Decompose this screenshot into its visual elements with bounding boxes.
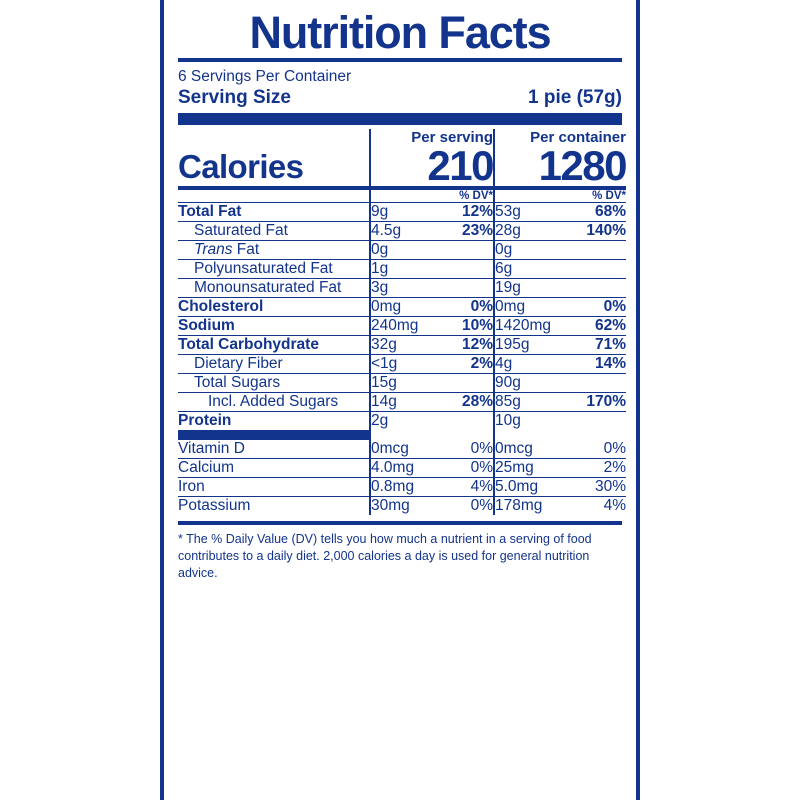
nutrient-serving: 0mg [370,297,432,316]
nutrient-serving-dv [432,373,494,392]
nutrient-serving: 15g [370,373,432,392]
servings-per-container: 6 Servings Per Container [178,68,352,85]
nutrient-name: Vitamin D [178,439,245,457]
nutrient-container: 195g [494,335,560,354]
calories-row [178,146,626,188]
nutrient-container-dv [560,373,626,392]
nutrient-container-dv: 0% [560,297,626,316]
nutrient-serving-dv: 0% [432,297,494,316]
table-row [178,259,626,278]
nutrient-container-dv: 14% [560,354,626,373]
table-row [178,496,626,515]
nutrient-container-dv: 68% [560,202,626,221]
nutrient-serving-dv: 0% [432,496,494,515]
table-row [178,411,626,430]
nutrient-serving-dv [432,278,494,297]
nutrient-name: Incl. Added Sugars [178,392,370,411]
nutrient-serving-dv: 28% [432,392,494,411]
nutrient-name: Total Carbohydrate [178,335,370,354]
table-row [178,354,626,373]
nutrient-serving-dv [432,240,494,259]
dv-headers-row [178,188,626,203]
nutrient-name: Potassium [178,496,370,515]
nutrient-name-rest: Fat [232,240,260,258]
nutrient-container-dv [560,240,626,259]
table-row [178,202,626,221]
nutrient-serving-dv: 23% [432,221,494,240]
table-row [178,440,626,459]
table-row [178,297,626,316]
nutrient-name: Total Sugars [178,373,370,392]
nutrient-serving: 1g [370,259,432,278]
nutrient-serving-dv: 12% [432,202,494,221]
nutrient-container-dv: 140% [560,221,626,240]
divider-above-footnote [178,521,622,525]
nutrient-serving: 3g [370,278,432,297]
nutrient-name: Monounsaturated Fat [178,278,370,297]
nutrient-serving-dv: 0% [432,458,494,477]
nutrient-container: 0mg [494,297,560,316]
nutrient-serving: <1g [370,354,432,373]
nutrient-serving-dv [432,411,494,430]
nutrient-name [178,240,370,259]
nutrient-container-dv: 4% [560,496,626,515]
table-row [178,316,626,335]
nutrient-name: Cholesterol [178,297,370,316]
nutrient-name: Calcium [178,458,370,477]
nutrient-container-dv: 170% [560,392,626,411]
nutrient-container-dv [560,411,626,430]
nutrient-container: 19g [494,278,560,297]
nutrient-container-dv: 2% [560,458,626,477]
nutrient-serving-dv: 0% [470,439,493,457]
nutrient-container-dv: 71% [560,335,626,354]
nutrition-table [178,129,626,515]
nutrient-container: 6g [494,259,560,278]
nutrient-serving-dv: 10% [432,316,494,335]
nutrient-serving: 4.5g [370,221,432,240]
calories-per-serving: 210 [370,146,494,188]
nutrient-serving: 0g [370,240,432,259]
dv-header-container: % DV* [560,188,626,203]
nutrient-serving-dv [432,259,494,278]
divider-under-title [178,58,622,62]
nutrient-container-dv [560,278,626,297]
divider-thick-row [178,430,626,440]
table-row [178,373,626,392]
nutrient-serving-dv: 4% [432,477,494,496]
nutrient-container: 0g [494,240,560,259]
nutrient-container: 1420mg [494,316,560,335]
nutrient-serving: 0.8mg [370,477,432,496]
serving-size-row [178,87,622,109]
nutrient-name: Saturated Fat [178,221,370,240]
calories-per-container: 1280 [494,146,626,188]
nutrient-container: 178mg [494,496,560,515]
nutrient-name: Protein [178,411,370,430]
page-title: Nutrition Facts [249,7,551,58]
nutrient-serving: 0mcg [370,440,432,459]
nutrient-container-dv: 30% [560,477,626,496]
table-row [178,240,626,259]
nutrient-name: Polyunsaturated Fat [178,259,370,278]
nutrient-container: 5.0mg [494,477,560,496]
calories-label: Calories [178,147,304,185]
nutrient-serving: 14g [370,392,432,411]
dv-header-serving: % DV* [432,188,494,203]
serving-size-value: 1 pie (57g) [528,87,622,108]
nutrient-name: Total Fat [178,202,370,221]
nutrient-serving-dv: 2% [432,354,494,373]
nutrient-container: 25mg [494,458,560,477]
table-row [178,221,626,240]
nutrient-container: 10g [494,411,560,430]
serving-size-label: Serving Size [178,87,291,108]
nutrient-container: 85g [494,392,560,411]
table-row [178,458,626,477]
table-row [178,392,626,411]
nutrition-facts-panel [160,0,640,800]
nutrient-name-italic: Trans [194,240,233,258]
nutrient-serving: 4.0mg [370,458,432,477]
nutrient-container: 53g [494,202,560,221]
table-row [178,477,626,496]
nutrient-container-dv: 0% [603,439,626,457]
nutrient-serving: 9g [370,202,432,221]
col-header-per-serving: Per serving [370,129,494,146]
divider-thick-top [178,113,622,125]
nutrient-name: Iron [178,477,370,496]
nutrient-container: 28g [494,221,560,240]
nutrient-container: 4g [494,354,560,373]
table-row [178,335,626,354]
nutrient-serving: 32g [370,335,432,354]
nutrient-name: Dietary Fiber [178,354,370,373]
nutrient-serving: 240mg [370,316,432,335]
daily-value-footnote: * The % Daily Value (DV) tells you how much a nutrient in a serving of food contributes to a daily diet. 2,000 calories a day is used for general nutrition advice. [178,531,592,580]
nutrient-container-dv [560,259,626,278]
nutrient-container: 0mcg [494,440,560,459]
col-header-per-container: Per container [494,129,626,146]
nutrient-name: Sodium [178,316,370,335]
nutrient-container-dv: 62% [560,316,626,335]
nutrient-serving-dv: 12% [432,335,494,354]
table-row [178,278,626,297]
nutrient-serving: 2g [370,411,432,430]
nutrient-serving: 30mg [370,496,432,515]
nutrient-container: 90g [494,373,560,392]
